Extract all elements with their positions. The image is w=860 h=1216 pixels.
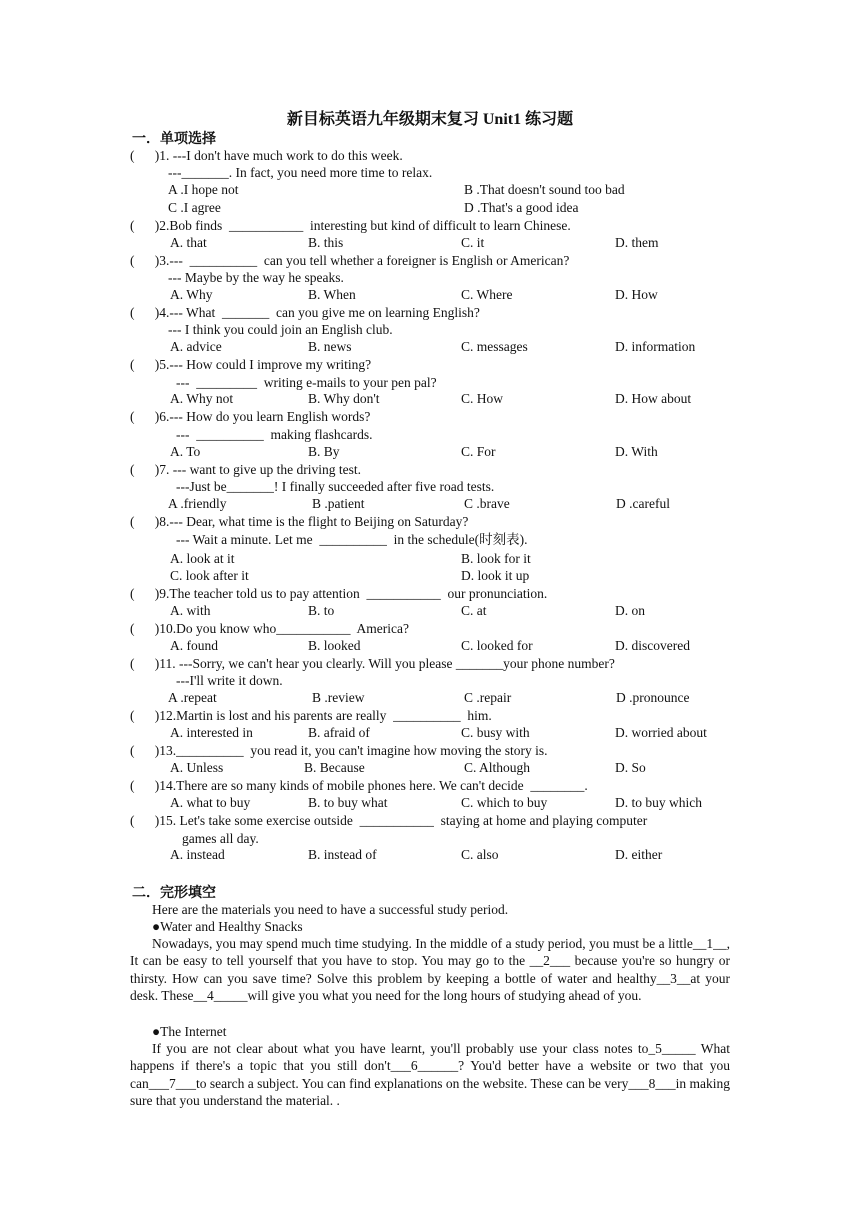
q3-stem2: --- Maybe by the way he speaks. (168, 270, 344, 285)
q1-stem: ( )1. ---I don't have much work to do this week. (130, 148, 403, 163)
q15-stem: ( )15. Let's take some exercise outside ___________ staying at home and playing computer (130, 813, 648, 828)
q1-option-d: D .That's a good idea (464, 200, 579, 215)
q7-stem: ( )7. --- want to give up the driving test. (130, 462, 361, 477)
section1-heading: 一．单项选择 (132, 132, 216, 147)
q9-option-c: C. at (461, 603, 487, 618)
q4-option-c: C. messages (461, 339, 528, 354)
q3-option-b: B. When (308, 287, 356, 302)
q10-option-d: D. discovered (615, 638, 690, 653)
q6-option-a: A. To (170, 444, 201, 459)
q1-stem2: ---_______. In fact, you need more time to relax. (168, 165, 433, 180)
page-title: 新目标英语九年级期末复习 Unit1 练习题 (286, 111, 574, 128)
q1-option-a: A .I hope not (168, 182, 239, 197)
q8-option-c: C. look after it (170, 568, 249, 583)
q11-option-c: C .repair (464, 690, 512, 705)
q9-option-d: D. on (615, 603, 645, 618)
q11-option-b: B .review (312, 690, 365, 705)
q7-option-a: A .friendly (168, 496, 227, 511)
q5-option-a: A. Why not (170, 391, 234, 406)
section2-heading: 二．完形填空 (132, 886, 216, 901)
q1-option-c: C .I agree (168, 200, 221, 215)
q14-option-a: A. what to buy (170, 795, 251, 810)
q10-option-c: C. looked for (461, 638, 533, 653)
cloze-subhead-internet: ●The Internet (152, 1024, 227, 1039)
q6-option-b: B. By (308, 444, 340, 459)
q6-option-c: C. For (461, 444, 496, 459)
q13-option-c: C. Although (464, 760, 531, 775)
q8-option-a: A. look at it (170, 551, 235, 566)
cloze-intro: Here are the materials you need to have a successful study period. (152, 902, 509, 917)
q5-stem: ( )5.--- How could I improve my writing? (130, 357, 372, 372)
q2-option-a: A. that (170, 235, 207, 250)
q6-stem: ( )6.--- How do you learn English words? (130, 409, 371, 424)
cloze-paragraph-1: Nowadays, you may spend much time studying. In the middle of a study period, you must be a little__1__, It can be easy to tell yourself that you have to stop. You may go to the __2___ because you're so hungry or thirsty. How can you save time? Solve this problem by keeping a bottle of water and healthy__3__at your desk. These__4_____will give you what you need for the long hours of studying ahead of you. (130, 936, 730, 1004)
q7-option-d: D .careful (616, 496, 670, 511)
q7-option-c: C .brave (464, 496, 510, 511)
q3-option-a: A. Why (170, 287, 213, 302)
q13-option-d: D. So (615, 760, 646, 775)
q12-stem: ( )12.Martin is lost and his parents are really __________ him. (130, 708, 492, 723)
q6-option-d: D. With (615, 444, 658, 459)
q4-stem: ( )4.--- What _______ can you give me on learning English? (130, 305, 480, 320)
q15-option-d: D. either (615, 847, 663, 862)
q9-stem: ( )9.The teacher told us to pay attention ___________ our pronunciation. (130, 586, 548, 601)
q15-stem2: games all day. (182, 831, 259, 846)
q9-option-b: B. to (308, 603, 335, 618)
q14-option-d: D. to buy which (615, 795, 702, 810)
q8-option-b: B. look for it (461, 551, 531, 566)
q1-option-b: B .That doesn't sound too bad (464, 182, 625, 197)
q13-option-b: B. Because (304, 760, 365, 775)
q11-option-d: D .pronounce (616, 690, 690, 705)
q13-option-a: A. Unless (170, 760, 224, 775)
q15-option-a: A. instead (170, 847, 225, 862)
q4-option-a: A. advice (170, 339, 222, 354)
q5-option-d: D. How about (615, 391, 692, 406)
q4-stem2: --- I think you could join an English club. (168, 322, 393, 337)
q14-stem: ( )14.There are so many kinds of mobile phones here. We can't decide ________. (130, 778, 588, 793)
q8-stem: ( )8.--- Dear, what time is the flight to Beijing on Saturday? (130, 514, 469, 529)
q3-option-d: D. How (615, 287, 658, 302)
cloze-paragraph-2: If you are not clear about what you have learnt, you'll probably use your class notes to_5_____ What happens if there's a topic that you still don't___6______? You'd better have a website or two that you can___7___to search a subject. You can find explanations on the website. These can be very___8___in making sure that you understand the material. . (130, 1041, 730, 1109)
q12-option-b: B. afraid of (308, 725, 370, 740)
q15-option-b: B. instead of (308, 847, 377, 862)
q10-option-a: A. found (170, 638, 218, 653)
q6-stem2: --- __________ making flashcards. (176, 427, 373, 442)
q7-option-b: B .patient (312, 496, 365, 511)
q8-stem2: --- Wait a minute. Let me __________ in the schedule(时刻表). (176, 532, 528, 547)
q2-option-b: B. this (308, 235, 344, 250)
q5-option-c: C. How (461, 391, 504, 406)
q10-option-b: B. looked (308, 638, 361, 653)
q2-option-c: C. it (461, 235, 485, 250)
q7-stem2: ---Just be_______! I finally succeeded after five road tests. (176, 479, 495, 494)
q5-option-b: B. Why don't (308, 391, 380, 406)
q8-option-d: D. look it up (461, 568, 530, 583)
q11-stem2: ---I'll write it down. (176, 673, 283, 688)
q12-option-a: A. interested in (170, 725, 253, 740)
q14-option-c: C. which to buy (461, 795, 548, 810)
q2-option-d: D. them (615, 235, 659, 250)
q10-stem: ( )10.Do you know who___________ America? (130, 621, 409, 636)
q4-option-d: D. information (615, 339, 696, 354)
q12-option-d: D. worried about (615, 725, 707, 740)
q14-option-b: B. to buy what (308, 795, 388, 810)
cloze-subhead-water: ●Water and Healthy Snacks (152, 919, 303, 934)
q9-option-a: A. with (170, 603, 211, 618)
q13-stem: ( )13.__________ you read it, you can't imagine how moving the story is. (130, 743, 548, 758)
q15-option-c: C. also (461, 847, 499, 862)
q11-option-a: A .repeat (168, 690, 217, 705)
q2-stem: ( )2.Bob finds ___________ interesting but kind of difficult to learn Chinese. (130, 218, 571, 233)
q5-stem2: --- _________ writing e-mails to your pen pal? (176, 375, 437, 390)
q12-option-c: C. busy with (461, 725, 530, 740)
q11-stem: ( )11. ---Sorry, we can't hear you clearly. Will you please _______your phone number? (130, 656, 615, 671)
q3-stem: ( )3.--- __________ can you tell whether a foreigner is English or American? (130, 253, 570, 268)
q3-option-c: C. Where (461, 287, 513, 302)
q4-option-b: B. news (308, 339, 352, 354)
